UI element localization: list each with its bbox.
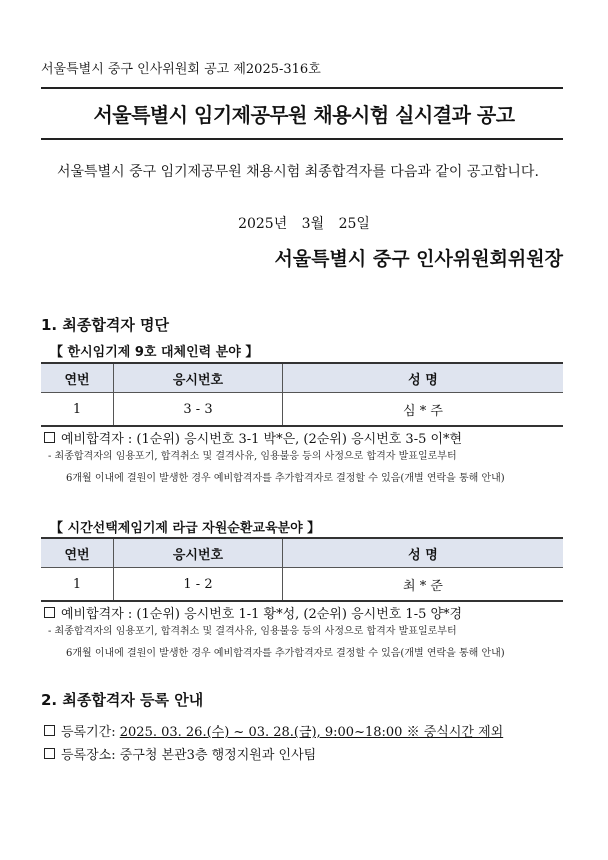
title-top-rule [41,87,563,89]
col-header-no: 연번 [41,363,114,393]
place-text: 등록장소: 중구청 본관3층 행정지원과 인사팀 [61,748,317,763]
section1-heading: 1. 최종합격자 명단 [41,316,170,334]
notice-number: 서울특별시 중구 인사위원회 공고 제2025-316호 [41,62,321,77]
cell-no: 1 [41,568,114,602]
registration-place [44,744,316,763]
col-header-name: 성 명 [283,538,564,568]
intro-paragraph: 서울특별시 중구 임기제공무원 채용시험 최종합격자를 다음과 같이 공고합니다. [57,164,539,180]
table-header-row [41,538,563,568]
table1-field: 【 한시임기제 9호 대체인력 분야 】 [50,345,259,360]
table-row [41,393,563,427]
cell-exam-no: 1 - 2 [114,568,283,602]
col-header-exam-no: 응시번호 [114,538,283,568]
col-header-exam-no: 응시번호 [114,363,283,393]
alternates-1 [44,428,462,447]
note-line: - 최종합격자의 임용포기, 합격취소 및 결격사유, 임용불응 등의 사정으로 합격자 발표일로부터 [48,451,457,462]
checkbox-bullet-icon [44,607,55,618]
alternates-text: 예비합격자 : (1순위) 응시번호 1-1 황*성, (2순위) 응시번호 1-5 양*경 [61,607,463,622]
alternates-2 [44,603,462,622]
table-row [41,568,563,602]
note-line: - 최종합격자의 임용포기, 합격취소 및 결격사유, 임용불응 등의 사정으로 합격자 발표일로부터 [48,626,457,637]
checkbox-bullet-icon [44,432,55,443]
cell-name: 심 * 주 [283,393,564,427]
note-line: 6개월 이내에 결원이 발생한 경우 예비합격자를 추가합격자로 결정할 수 있음(개별 연락을 통해 안내) [66,648,505,659]
col-header-name: 성 명 [283,363,564,393]
page-title: 서울특별시 임기제공무원 채용시험 실시결과 공고 [93,103,515,127]
alternates-text: 예비합격자 : (1순위) 응시번호 3-1 박*은, (2순위) 응시번호 3-5 이*현 [61,432,463,447]
title-bottom-rule [41,138,563,140]
period-value: 2025. 03. 26.(수) ~ 03. 28.(금), 9:00~18:00 ※ 중식시간 제외 [119,725,504,740]
col-header-no: 연번 [41,538,114,568]
period-label: 등록기간: [61,725,120,740]
table2-field: 【 시간선택제임기제 라급 자원순환교육분야 】 [50,521,321,536]
cell-exam-no: 3 - 3 [114,393,283,427]
checkbox-bullet-icon [44,748,55,759]
note-line: 6개월 이내에 결원이 발생한 경우 예비합격자를 추가합격자로 결정할 수 있음(개별 연락을 통해 안내) [66,473,505,484]
note-1 [48,446,568,490]
results-table-2 [41,537,563,602]
cell-no: 1 [41,393,114,427]
issuer: 서울특별시 중구 인사위원회위원장 [274,248,563,270]
note-2 [48,621,568,665]
registration-period [44,721,503,740]
table-header-row [41,363,563,393]
section2-heading: 2. 최종합격자 등록 안내 [41,691,204,709]
checkbox-bullet-icon [44,725,55,736]
cell-name: 최 * 준 [283,568,564,602]
notice-date: 2025년 3월 25일 [238,216,370,232]
results-table-1 [41,362,563,427]
